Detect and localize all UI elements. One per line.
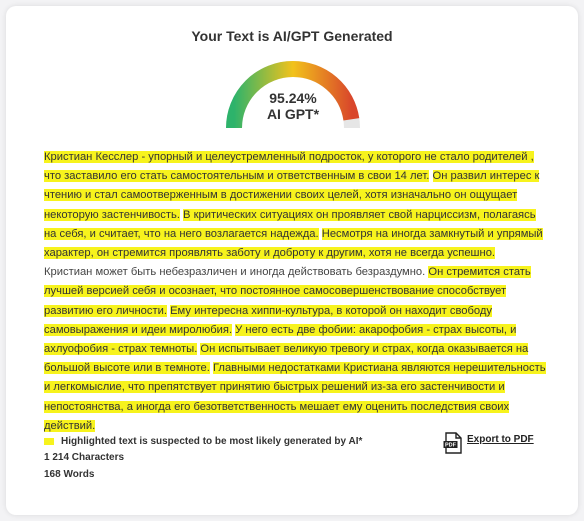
svg-text:PDF: PDF [445, 442, 456, 449]
ai-score-label: AI GPT* [266, 106, 320, 122]
highlight-swatch [44, 438, 54, 445]
highlighted-sentence: Несмотря на иногда замкнутый и упрямый характер, он стремится проявлять заботу и доброту к другим, хотя не всегда успешно. [44, 227, 543, 260]
highlighted-sentence: Он испытывает великую тревогу и страх, когда оказывается на большой высоте или в темноте. [44, 343, 529, 375]
highlighted-sentence: Он развил интерес к чтению и стал самоотверженным в достижении своих целей, хотя изначально он ощущает некоторую застенчивость. [44, 170, 540, 221]
pdf-file-icon [443, 432, 463, 454]
highlight-legend [44, 436, 362, 447]
word-count: 168 Words [44, 469, 95, 480]
export-pdf-label[interactable]: Export to PDF [467, 434, 534, 445]
ai-score-percent: 95.24% [269, 90, 317, 106]
highlighted-sentence: Он стремится стать лучшей версией себя и осознает, что постоянное самосовершенствование способствует развитию его личности. [44, 266, 531, 317]
ai-score [238, 90, 348, 122]
highlighted-sentence: В критических ситуациях он проявляет свой нарциссизм, полагаясь на себя, и считает, что на него возлагается надежда. [44, 208, 536, 240]
highlighted-sentence: Кристиан Кесслер - упорный и целеустремленный подросток, у которого не стало родителей , что заставило его стать самостоятельным и ответственным в свои 14 лет. [44, 151, 534, 183]
highlighted-sentence: Ему интересна хиппи-культура, в которой он находит свободу самовыражения и идеи миролюбия. [44, 304, 492, 336]
character-count: 1 214 Characters [44, 452, 125, 463]
analyzed-text [44, 148, 546, 436]
highlighted-sentence: У него есть две фобии: акарофобия - страх высоты, и ахлуофобия - страх темноты. [44, 323, 517, 356]
legend-text: Highlighted text is suspected to be most likely generated by AI* [61, 436, 363, 447]
export-pdf-button[interactable] [443, 432, 534, 454]
plain-sentence: Кристиан может быть небезразличен и иногда действовать безраздумно. [44, 266, 426, 279]
highlighted-sentence: Главными недостатками Кристиана являются нерешительность и легкомыслие, что препятствует принятию быстрых решений из-за его застенчивости и непостоянства, а иногда его безответственность мешает ему оценить последствия своих действий. [44, 362, 546, 432]
result-title: Your Text is AI/GPT Generated [191, 28, 393, 44]
